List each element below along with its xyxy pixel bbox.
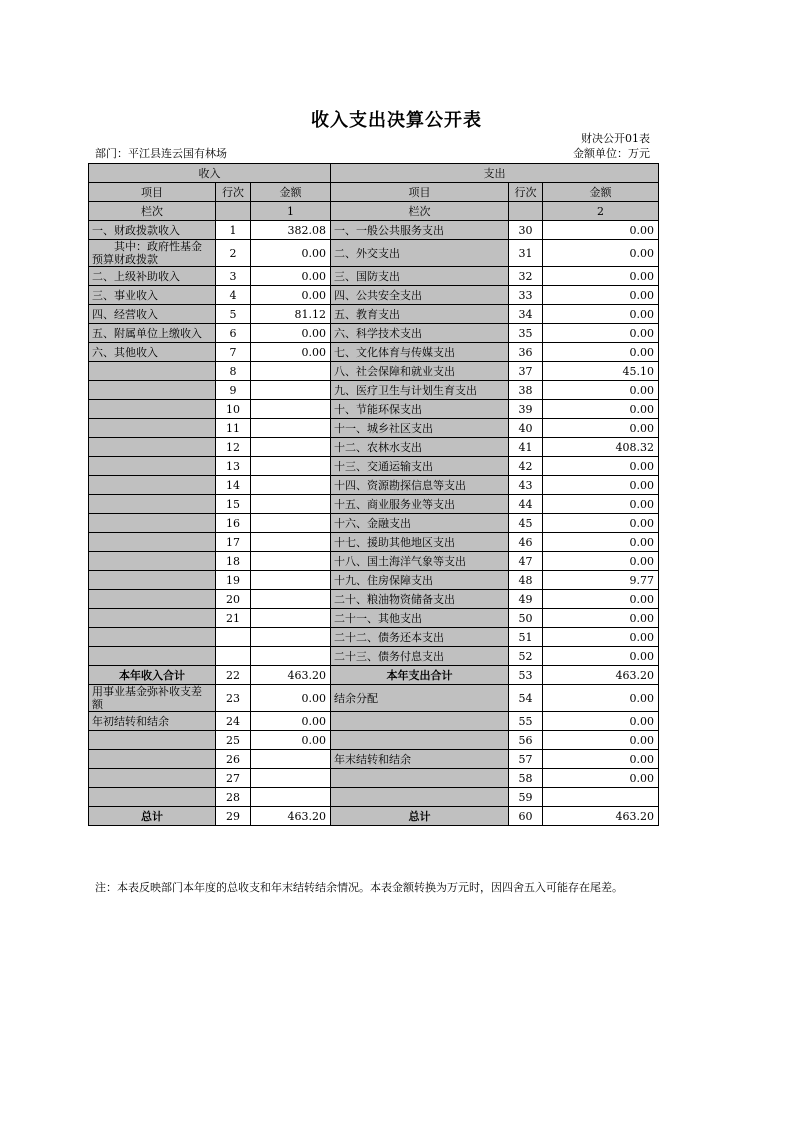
expense-amount-cell: 463.20 [543,666,659,685]
income-item-cell [89,552,216,571]
expense-item-cell: 十六、金融支出 [331,514,509,533]
income-line-cell: 13 [216,457,251,476]
expense-item-cell: 本年支出合计 [331,666,509,685]
income-item-cell [89,628,216,647]
expense-line-cell: 57 [509,750,543,769]
income-amount-cell: 81.12 [251,305,331,324]
expense-amount-cell: 0.00 [543,381,659,400]
income-line-cell: 7 [216,343,251,362]
income-item-cell: 年初结转和结余 [89,712,216,731]
table-row [89,343,659,362]
income-line-cell: 21 [216,609,251,628]
expense-col-blank [509,202,543,221]
expense-line-cell: 56 [509,731,543,750]
expense-item-cell: 十五、商业服务业等支出 [331,495,509,514]
expense-col-number: 2 [543,202,659,221]
expense-item-cell: 七、文化体育与传媒支出 [331,343,509,362]
income-item-cell [89,647,216,666]
form-code: 财决公开01表 [581,132,650,145]
income-line-cell [216,628,251,647]
income-line-cell: 4 [216,286,251,305]
income-item-cell [89,419,216,438]
expense-item-cell: 二十、粮油物资储备支出 [331,590,509,609]
income-item-cell: 其中：政府性基金预算财政拨款 [89,240,216,267]
table-row [89,240,659,267]
income-amount-cell [251,438,331,457]
expense-line-cell: 38 [509,381,543,400]
income-section-header: 收入 [89,164,331,183]
expense-item-cell: 三、国防支出 [331,267,509,286]
expense-amount-cell: 0.00 [543,221,659,240]
income-item-cell [89,495,216,514]
income-item-cell: 总计 [89,807,216,826]
expense-line-cell: 35 [509,324,543,343]
income-amount-cell: 0.00 [251,286,331,305]
expense-amount-cell: 0.00 [543,533,659,552]
table-row [89,495,659,514]
income-amount-cell [251,788,331,807]
table-row [89,286,659,305]
expense-item-cell: 十四、资源勘探信息等支出 [331,476,509,495]
expense-item-cell: 二、外交支出 [331,240,509,267]
table-row [89,476,659,495]
income-line-cell: 15 [216,495,251,514]
income-amount-cell [251,750,331,769]
expense-line-cell: 44 [509,495,543,514]
income-amount-cell [251,476,331,495]
income-item-cell [89,476,216,495]
income-line-cell: 12 [216,438,251,457]
income-amount-cell: 0.00 [251,731,331,750]
expense-item-cell [331,712,509,731]
income-item-cell [89,788,216,807]
expense-line-cell: 39 [509,400,543,419]
income-item-cell [89,533,216,552]
expense-amount-cell: 0.00 [543,769,659,788]
table-row [89,457,659,476]
expense-line-cell: 33 [509,286,543,305]
income-amount-cell [251,400,331,419]
income-item-cell [89,400,216,419]
income-amount-cell [251,590,331,609]
income-line-cell: 16 [216,514,251,533]
income-line-cell: 5 [216,305,251,324]
table-row [89,400,659,419]
income-amount-cell [251,514,331,533]
expense-item-cell: 十二、农林水支出 [331,438,509,457]
income-line-cell: 1 [216,221,251,240]
table-row [89,362,659,381]
year-total-row [89,666,659,685]
expense-amount-cell: 0.00 [543,324,659,343]
income-amount-cell [251,495,331,514]
table-row [89,552,659,571]
income-item-cell: 本年收入合计 [89,666,216,685]
income-amount-cell: 382.08 [251,221,331,240]
income-amount-cell: 0.00 [251,267,331,286]
expense-item-cell: 结余分配 [331,685,509,712]
table-row [89,712,659,731]
expense-amount-cell: 0.00 [543,552,659,571]
income-item-cell: 五、附属单位上缴收入 [89,324,216,343]
income-item-cell: 六、其他收入 [89,343,216,362]
expense-amount-cell: 0.00 [543,628,659,647]
table-row [89,788,659,807]
income-item-cell [89,381,216,400]
expense-item-cell: 二十一、其他支出 [331,609,509,628]
table-row [89,305,659,324]
income-line-cell: 23 [216,685,251,712]
expense-item-cell: 一、一般公共服务支出 [331,221,509,240]
expense-item-cell: 十、节能环保支出 [331,400,509,419]
expense-amount-cell: 0.00 [543,590,659,609]
expense-item-cell: 十七、援助其他地区支出 [331,533,509,552]
income-item-cell [89,750,216,769]
income-line-cell: 22 [216,666,251,685]
income-amount-cell [251,769,331,788]
expense-line-header: 行次 [509,183,543,202]
income-line-header: 行次 [216,183,251,202]
expense-item-cell: 五、教育支出 [331,305,509,324]
income-amount-cell: 0.00 [251,343,331,362]
income-amount-cell [251,381,331,400]
income-item-cell [89,362,216,381]
table-row [89,571,659,590]
income-amount-cell [251,533,331,552]
income-line-cell: 18 [216,552,251,571]
table-row [89,381,659,400]
expense-amount-cell [543,788,659,807]
income-item-cell: 用事业基金弥补收支差额 [89,685,216,712]
expense-amount-cell: 0.00 [543,712,659,731]
expense-line-cell: 40 [509,419,543,438]
expense-amount-cell: 0.00 [543,647,659,666]
expense-item-cell: 年末结转和结余 [331,750,509,769]
income-amount-cell [251,457,331,476]
expense-item-cell: 九、医疗卫生与计划生育支出 [331,381,509,400]
expense-line-cell: 36 [509,343,543,362]
income-line-cell: 20 [216,590,251,609]
table-row [89,514,659,533]
expense-line-cell: 48 [509,571,543,590]
grand-total-row [89,807,659,826]
income-line-cell: 9 [216,381,251,400]
table-row [89,438,659,457]
income-line-cell: 27 [216,769,251,788]
income-line-cell: 17 [216,533,251,552]
footnote: 注：本表反映部门本年度的总收支和年末结转结余情况。本表金额转换为万元时，因四舍五入可能存在尾差。 [95,881,623,894]
income-item-cell [89,457,216,476]
table-row [89,750,659,769]
income-line-cell: 14 [216,476,251,495]
income-item-cell: 四、经营收入 [89,305,216,324]
income-col-label: 栏次 [89,202,216,221]
income-line-cell: 26 [216,750,251,769]
expense-line-cell: 41 [509,438,543,457]
table-row [89,590,659,609]
expense-line-cell: 42 [509,457,543,476]
expense-section-header: 支出 [331,164,659,183]
expense-line-cell: 45 [509,514,543,533]
income-amount-cell [251,571,331,590]
expense-amount-cell: 45.10 [543,362,659,381]
income-col-blank [216,202,251,221]
expense-line-cell: 47 [509,552,543,571]
expense-item-cell: 十九、住房保障支出 [331,571,509,590]
income-line-cell: 6 [216,324,251,343]
expense-amount-cell: 0.00 [543,267,659,286]
expense-line-cell: 34 [509,305,543,324]
income-line-cell: 3 [216,267,251,286]
expense-item-cell [331,731,509,750]
expense-line-cell: 60 [509,807,543,826]
expense-item-header: 项目 [331,183,509,202]
expense-item-cell: 十一、城乡社区支出 [331,419,509,438]
income-item-cell: 二、上级补助收入 [89,267,216,286]
income-amount-cell [251,628,331,647]
income-item-cell: 一、财政拨款收入 [89,221,216,240]
expense-item-cell: 二十三、债务付息支出 [331,647,509,666]
table-row [89,419,659,438]
expense-line-cell: 55 [509,712,543,731]
expense-line-cell: 31 [509,240,543,267]
expense-line-cell: 51 [509,628,543,647]
income-amount-cell: 0.00 [251,324,331,343]
income-line-cell: 10 [216,400,251,419]
expense-item-cell: 总计 [331,807,509,826]
income-amount-cell [251,362,331,381]
income-item-cell [89,514,216,533]
table-row [89,267,659,286]
income-item-cell: 三、事业收入 [89,286,216,305]
table-row [89,769,659,788]
income-line-cell: 2 [216,240,251,267]
income-amount-cell: 0.00 [251,712,331,731]
expense-line-cell: 54 [509,685,543,712]
expense-line-cell: 37 [509,362,543,381]
expense-item-cell: 十八、国土海洋气象等支出 [331,552,509,571]
expense-amount-header: 金额 [543,183,659,202]
page-title: 收入支出决算公开表 [311,110,482,131]
income-item-cell [89,438,216,457]
department-label: 部门：平江县连云国有林场 [95,147,227,160]
expense-amount-cell: 0.00 [543,240,659,267]
expense-amount-cell: 408.32 [543,438,659,457]
expense-amount-cell: 0.00 [543,305,659,324]
expense-amount-cell: 0.00 [543,731,659,750]
income-amount-cell: 463.20 [251,807,331,826]
expense-line-cell: 30 [509,221,543,240]
income-amount-cell: 463.20 [251,666,331,685]
expense-line-cell: 53 [509,666,543,685]
income-col-number: 1 [251,202,331,221]
income-line-cell: 8 [216,362,251,381]
expense-line-cell: 46 [509,533,543,552]
table-row [89,628,659,647]
expense-amount-cell: 0.00 [543,609,659,628]
income-item-cell [89,609,216,628]
table-row [89,221,659,240]
income-line-cell: 24 [216,712,251,731]
income-item-header: 项目 [89,183,216,202]
income-amount-cell: 0.00 [251,685,331,712]
expense-amount-cell: 0.00 [543,343,659,362]
income-line-cell: 28 [216,788,251,807]
table-row [89,609,659,628]
income-line-cell [216,647,251,666]
expense-item-cell [331,788,509,807]
expense-amount-cell: 0.00 [543,685,659,712]
income-line-cell: 19 [216,571,251,590]
expense-item-cell [331,769,509,788]
income-amount-cell [251,609,331,628]
expense-line-cell: 59 [509,788,543,807]
income-line-cell: 29 [216,807,251,826]
expense-amount-cell: 0.00 [543,514,659,533]
income-amount-cell [251,552,331,571]
amount-unit-label: 金额单位：万元 [573,147,650,160]
expense-amount-cell: 463.20 [543,807,659,826]
income-amount-cell [251,419,331,438]
expense-amount-cell: 0.00 [543,476,659,495]
expense-item-cell: 六、科学技术支出 [331,324,509,343]
expense-amount-cell: 9.77 [543,571,659,590]
expense-amount-cell: 0.00 [543,400,659,419]
expense-line-cell: 50 [509,609,543,628]
income-item-cell [89,590,216,609]
expense-item-cell: 十三、交通运输支出 [331,457,509,476]
income-expense-table [88,163,659,826]
income-line-cell: 25 [216,731,251,750]
expense-item-cell: 四、公共安全支出 [331,286,509,305]
expense-amount-cell: 0.00 [543,419,659,438]
income-amount-header: 金额 [251,183,331,202]
expense-line-cell: 32 [509,267,543,286]
expense-amount-cell: 0.00 [543,457,659,476]
table-row [89,685,659,712]
table-row [89,647,659,666]
table-row [89,533,659,552]
expense-item-cell: 八、社会保障和就业支出 [331,362,509,381]
expense-item-cell: 二十二、债务还本支出 [331,628,509,647]
income-line-cell: 11 [216,419,251,438]
income-amount-cell [251,647,331,666]
expense-col-label: 栏次 [331,202,509,221]
income-amount-cell: 0.00 [251,240,331,267]
expense-line-cell: 58 [509,769,543,788]
income-item-cell [89,769,216,788]
table-row [89,324,659,343]
expense-line-cell: 43 [509,476,543,495]
expense-amount-cell: 0.00 [543,286,659,305]
expense-line-cell: 52 [509,647,543,666]
income-item-cell [89,731,216,750]
table-row [89,731,659,750]
income-item-cell [89,571,216,590]
expense-amount-cell: 0.00 [543,495,659,514]
expense-line-cell: 49 [509,590,543,609]
expense-amount-cell: 0.00 [543,750,659,769]
